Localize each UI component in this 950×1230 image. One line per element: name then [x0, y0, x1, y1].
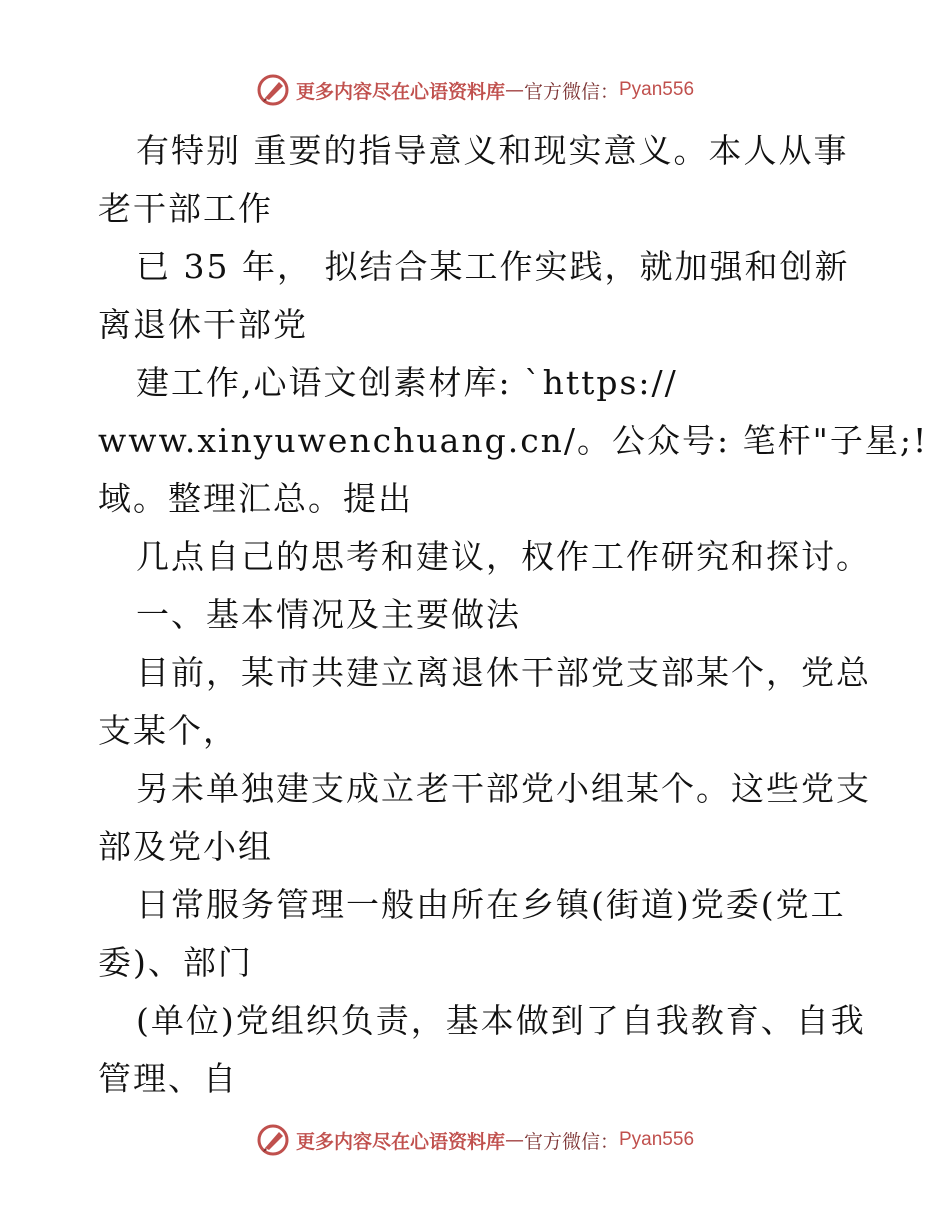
text-line: 日常服务管理一般由所在乡镇(街道)党委(党工 [136, 885, 846, 924]
text-line: (单位)党组织负责，基本做到了自我教育、自我 [136, 1001, 866, 1040]
text-line: 有特别 重要的指导意义和现实意义。本人从事 [136, 131, 849, 170]
text-line: 已 35 年， 拟结合某工作实践，就加强和创新 [136, 247, 850, 286]
text-line: 几点自己的思考和建议，权作工作研究和探讨。 [136, 537, 871, 576]
text-line: 部及党小组 [98, 827, 273, 866]
pen-logo-icon [256, 73, 290, 107]
footer-banner-dash: — [504, 1129, 524, 1151]
text-line: 委)、部门 [98, 943, 253, 982]
document-body [98, 122, 929, 1108]
footer-banner-main: 更多内容尽在心语资料库 [295, 1130, 505, 1153]
header-banner [0, 70, 950, 110]
text-line: 建工作,心语文创素材库: `https:// [136, 363, 678, 402]
pen-logo-icon [256, 1123, 290, 1157]
text-line: 另未单独建支成立老干部党小组某个。这些党支 [136, 769, 871, 808]
text-line: 支某个， [98, 711, 238, 750]
header-banner-dash: — [504, 79, 524, 101]
text-line: 目前，某市共建立离退休干部党支部某个，党总 [136, 653, 871, 692]
text-line: 老干部工作 [98, 189, 273, 228]
text-line: 域。整理汇总。提出 [98, 479, 413, 518]
text-line: 离退休干部党 [98, 305, 308, 344]
text-line: www.xinyuwenchuang.cn/。公众号: 笔杆"子星;! [98, 421, 929, 460]
text-line: 管理、自 [98, 1059, 238, 1098]
header-banner-id: Pyan556 [619, 79, 695, 100]
footer-banner [0, 1120, 950, 1160]
header-banner-main: 更多内容尽在心语资料库 [295, 80, 505, 103]
section-heading: 一、基本情况及主要做法 [136, 595, 521, 634]
footer-banner-id: Pyan556 [619, 1129, 695, 1150]
footer-banner-sub: 官方微信： [523, 1130, 619, 1153]
header-banner-sub: 官方微信： [523, 80, 619, 103]
